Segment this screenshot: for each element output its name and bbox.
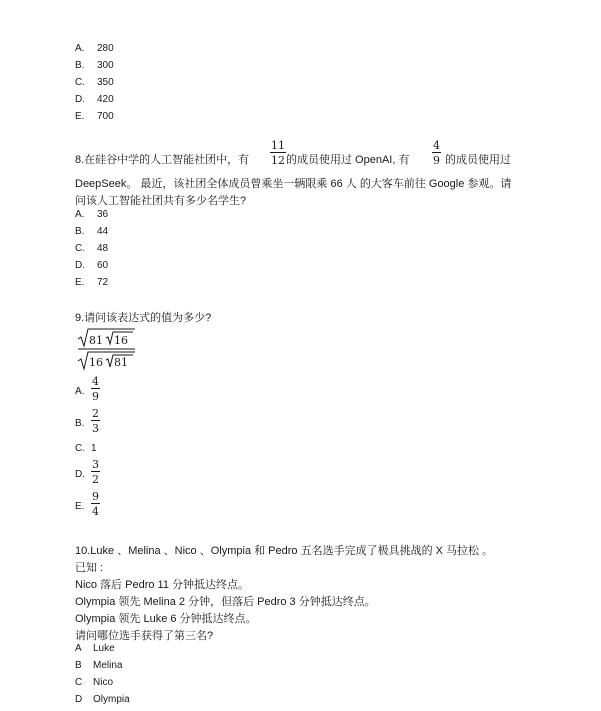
option-letter: B	[75, 660, 82, 671]
option-letter: C	[75, 677, 83, 688]
q8-text-line3: 问该人工智能社团共有多少名学生?	[75, 195, 247, 207]
option-value: Melina	[93, 660, 123, 671]
fraction-numerator: 11	[271, 139, 285, 152]
option-letter: D	[75, 694, 83, 705]
expr-outer-num: 81	[89, 334, 103, 347]
option-letter: A.	[75, 386, 85, 397]
expr-inner-num: 16	[114, 334, 128, 347]
option-letter: C.	[75, 443, 85, 454]
option-value: 1	[91, 443, 97, 454]
option-value: Luke	[93, 643, 115, 654]
fraction-denominator: 9	[433, 154, 440, 167]
fraction-denominator: 9	[92, 390, 99, 403]
q8-text-part2: 的成员使用过 OpenAI, 有	[286, 154, 410, 166]
q9-stem: 9.请问该表达式的值为多少?	[75, 312, 212, 324]
option-value: 72	[97, 277, 109, 288]
q8-fraction-1	[270, 140, 286, 166]
q8-text-line2: DeepSeek。 最近，该社团全体成员曾乘坐一辆限乘 66 人 的大客车前往 Google 参观。请	[75, 178, 512, 190]
option-value: Nico	[93, 677, 114, 688]
fraction-numerator: 2	[92, 407, 99, 420]
fraction-numerator: 4	[433, 139, 440, 152]
expr-outer-den: 16	[89, 356, 103, 369]
option-value: 700	[97, 111, 114, 122]
q10-fact-1: Nico 落后 Pedro 11 分钟抵达终点。	[75, 579, 250, 591]
option-fraction	[91, 491, 100, 517]
option-value: 44	[97, 226, 109, 237]
option-letter: A.	[75, 43, 85, 54]
expr-inner-den: 81	[114, 356, 128, 369]
option-letter: B.	[75, 60, 85, 71]
q10-fact-3: Olympia 领先 Luke 6 分钟抵达终点。	[75, 613, 257, 625]
option-letter: B.	[75, 226, 85, 237]
fraction-denominator: 2	[92, 473, 99, 486]
option-value: 300	[97, 60, 114, 71]
option-value: 48	[97, 243, 109, 254]
q10-fact-2: Olympia 领先 Melina 2 分钟，但落后 Pedro 3 分钟抵达终点。	[75, 596, 376, 608]
option-letter: E.	[75, 277, 85, 288]
fraction-denominator: 4	[92, 505, 99, 518]
option-fraction	[91, 408, 100, 434]
option-letter: B.	[75, 418, 85, 429]
option-value: 36	[97, 209, 109, 220]
q9-expression	[75, 327, 137, 371]
fraction-numerator: 3	[92, 458, 99, 471]
option-value: Olympia	[93, 694, 130, 705]
option-value: 350	[97, 77, 114, 88]
option-value: 420	[97, 94, 114, 105]
option-letter: A.	[75, 209, 85, 220]
fraction-numerator: 9	[92, 490, 99, 503]
option-letter: D.	[75, 94, 85, 105]
fraction-numerator: 4	[92, 375, 99, 388]
option-letter: E.	[75, 111, 85, 122]
q8-fraction-2	[432, 140, 441, 166]
option-letter: D.	[75, 260, 85, 271]
option-value: 280	[97, 43, 114, 54]
q10-question: 请问哪位选手获得了第三名?	[75, 630, 214, 642]
q8-text-part1: 8.在硅谷中学的人工智能社团中，有	[75, 154, 250, 166]
fraction-denominator: 3	[92, 422, 99, 435]
fraction-denominator: 12	[271, 154, 285, 167]
option-value: 60	[97, 260, 109, 271]
q8-text-part3: 的成员使用过	[445, 154, 511, 166]
q10-known: 已知 :	[75, 562, 104, 574]
option-letter: C.	[75, 77, 85, 88]
option-fraction	[91, 459, 100, 485]
option-fraction	[91, 376, 100, 402]
option-letter: A	[75, 643, 82, 654]
option-letter: C.	[75, 243, 85, 254]
q10-stem: 10.Luke 、Melina 、Nico 、Olympia 和 Pedro 五名选手完成了极具挑战的 X 马拉松 。	[75, 545, 494, 557]
option-letter: D.	[75, 469, 85, 480]
option-letter: E.	[75, 501, 85, 512]
